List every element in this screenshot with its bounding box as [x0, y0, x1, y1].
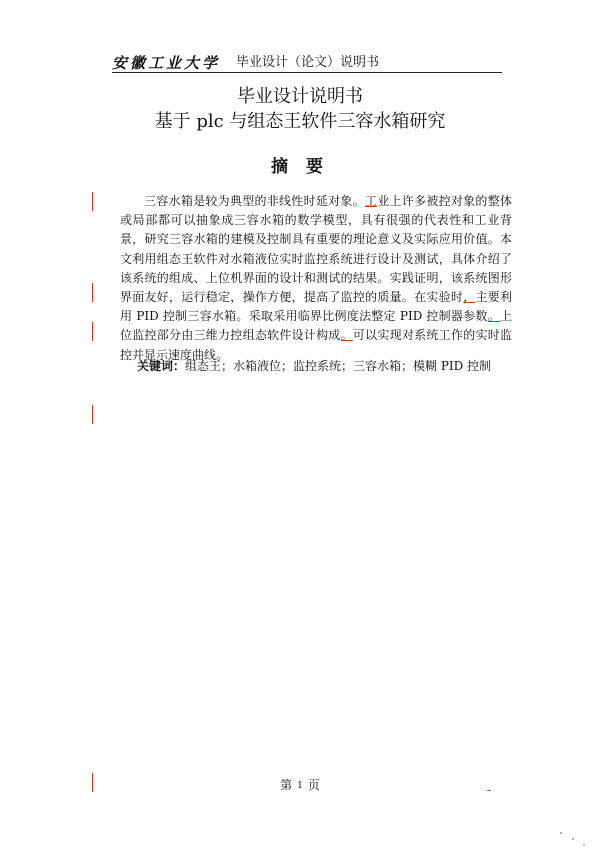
abstract-text: 三容水箱是较为典型的非线性时延对象。 [144, 194, 365, 208]
school-logo: 安徽工业大学 [112, 54, 221, 72]
page-prefix: 第 [280, 778, 293, 792]
abstract-text: 上位监控部分由三维力控组态软件设计构成 [120, 309, 512, 343]
header-subtitle: 毕业设计（论文）说明书 [236, 55, 380, 70]
abstract-text: 可以实现对系统工作的实时监控并显示速度曲线。 [120, 328, 512, 362]
document-title: 毕业设计说明书 [237, 86, 363, 107]
page-suffix: 页 [307, 778, 320, 792]
page-header [112, 50, 502, 73]
revision-bar [92, 322, 93, 341]
revision-bar [92, 192, 93, 211]
page-number: 1 [297, 780, 303, 791]
footer-mark [487, 790, 491, 791]
abstract-heading: 摘 要 [271, 157, 329, 177]
corner-mark [583, 844, 585, 846]
tracked-change: ， [463, 290, 476, 305]
document-subtitle: 基于 plc 与组态王软件三容水箱研究 [154, 111, 446, 132]
keywords [137, 357, 491, 376]
corner-mark [560, 832, 562, 834]
abstract-text: 业上许多被控对象的整体或局部都可以抽象成三容水箱的数学模型，具有很强的代表性和工业背景，研究三容水箱的建模及控制具有重要的理论意义及实际应用价值。本文利用组态王软件对水箱液位实时监控系统进行设计及测试，具体介绍了该系统的组成、上位机界面的设计和测试的结果。实践证明，该系统图形界面友好，运行稳定，操作方便，提高了监控的质量。在实验时 [120, 194, 512, 305]
tracked-change: 。 [487, 309, 500, 324]
revision-bar [92, 283, 93, 302]
keywords-list: 组态王；水箱液位；监控系统；三容水箱；模糊 PID 控制 [185, 359, 492, 373]
abstract-body [120, 192, 512, 365]
page-footer [0, 776, 600, 793]
tracked-change: 工 [364, 194, 378, 208]
abstract-text: 主要利用 PID 控制三容水箱。采取采用临界比例度法整定 PID 控制器参数 [120, 290, 512, 324]
corner-mark [572, 838, 574, 840]
revision-bar [92, 405, 93, 424]
keywords-label: 关键词： [137, 359, 186, 373]
tracked-change: 。 [340, 328, 353, 343]
